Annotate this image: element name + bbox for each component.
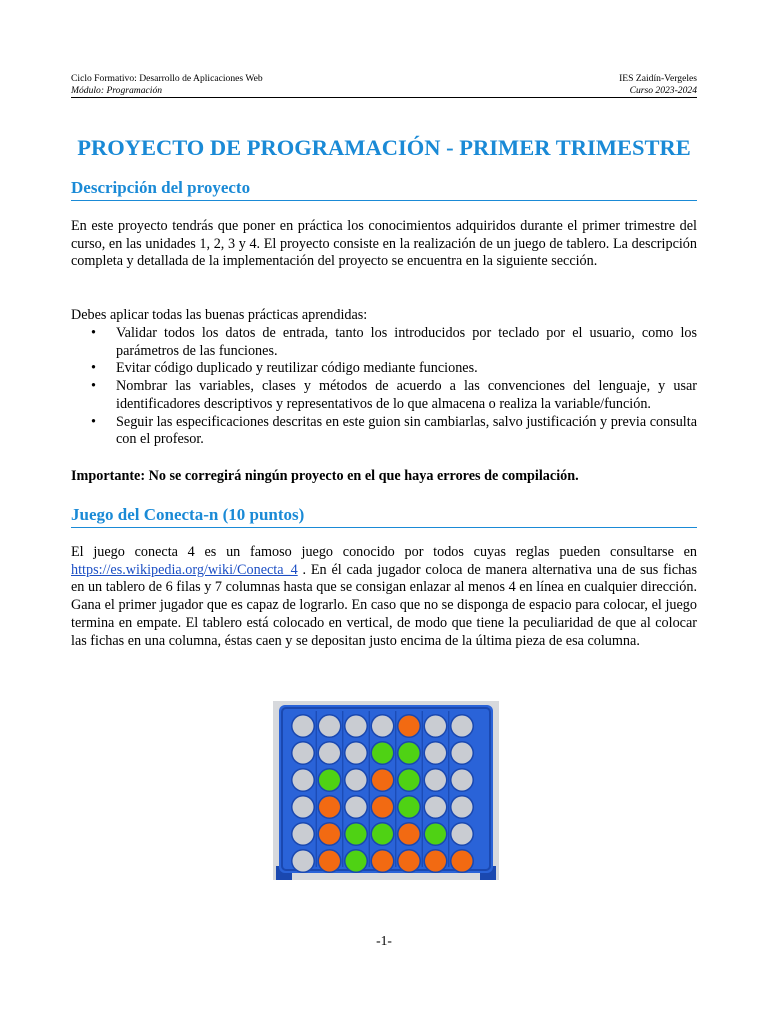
bullet-icon: • <box>91 413 96 430</box>
empty-slot <box>452 716 473 737</box>
empty-slot <box>293 716 314 737</box>
important-note: Importante: No se corregirá ningún proyecto en el que haya errores de compilación. <box>71 468 579 484</box>
document-title: PROYECTO DE PROGRAMACIÓN - PRIMER TRIMESTRE <box>77 135 691 160</box>
empty-slot <box>319 743 340 764</box>
green-disc <box>399 770 420 791</box>
list-item <box>71 325 697 360</box>
green-disc <box>319 770 340 791</box>
empty-slot <box>293 770 314 791</box>
empty-slot <box>293 851 314 872</box>
header-course: Ciclo Formativo: Desarrollo de Aplicaciones Web <box>71 73 263 84</box>
game-text-before-link: El juego conecta 4 es un famoso juego conocido por todos cuyas reglas pueden consultarse en <box>71 544 697 560</box>
empty-slot <box>346 797 367 818</box>
list-item-text: Nombrar las variables, clases y métodos de acuerdo a las convenciones del lenguaje, y usar identificadores descriptivos y representativos de lo que almacena o realiza la variable/función. <box>116 378 697 412</box>
orange-disc <box>452 851 473 872</box>
orange-disc <box>425 851 446 872</box>
green-disc <box>425 824 446 845</box>
page-number: -1- <box>376 933 392 948</box>
empty-slot <box>452 824 473 845</box>
green-disc <box>399 743 420 764</box>
page-header <box>71 73 697 97</box>
header-divider <box>71 97 697 98</box>
empty-slot <box>346 716 367 737</box>
empty-slot <box>425 770 446 791</box>
empty-slot <box>452 743 473 764</box>
description-paragraph: En este proyecto tendrás que poner en práctica los conocimientos adquiridos durante el primer trimestre del curso, en las unidades 1, 2, 3 y 4. El proyecto consiste en la realización de un juego de tablero. La descripción completa y detallada de la implementación del proyecto se encuentra en la siguiente sección. <box>71 218 697 270</box>
empty-slot <box>425 743 446 764</box>
empty-slot <box>425 797 446 818</box>
green-disc <box>346 824 367 845</box>
empty-slot <box>346 770 367 791</box>
wikipedia-link[interactable]: https://es.wikipedia.org/wiki/Conecta_4 <box>71 561 298 578</box>
empty-slot <box>452 797 473 818</box>
practices-intro: Debes aplicar todas las buenas prácticas aprendidas: <box>71 307 368 323</box>
orange-disc <box>372 797 393 818</box>
empty-slot <box>293 824 314 845</box>
orange-disc <box>399 824 420 845</box>
document-page <box>71 0 697 1024</box>
empty-slot <box>346 743 367 764</box>
header-module: Módulo: Programación <box>71 85 163 96</box>
green-disc <box>346 851 367 872</box>
list-item <box>71 414 697 449</box>
orange-disc <box>319 824 340 845</box>
empty-slot <box>293 797 314 818</box>
list-item <box>71 360 697 378</box>
bullet-icon: • <box>91 378 96 395</box>
bullet-icon: • <box>91 325 96 341</box>
green-disc <box>399 797 420 818</box>
practices-list <box>71 325 697 449</box>
orange-disc <box>319 851 340 872</box>
empty-slot <box>372 716 393 737</box>
section-heading-description: Descripción del proyecto <box>71 177 697 201</box>
empty-slot <box>293 743 314 764</box>
empty-slot <box>452 770 473 791</box>
header-school: IES Zaidín-Vergeles <box>619 73 697 84</box>
orange-disc <box>399 716 420 737</box>
list-item <box>71 378 697 413</box>
empty-slot <box>319 716 340 737</box>
green-disc <box>372 824 393 845</box>
connect-four-board-image <box>273 701 499 880</box>
list-item-text: Validar todos los datos de entrada, tanto los introducidos por teclado por el usuario, como los parámetros de las funciones. <box>116 325 697 359</box>
game-paragraph <box>71 544 697 650</box>
orange-disc <box>372 851 393 872</box>
orange-disc <box>319 797 340 818</box>
game-text-after-link: . En él cada jugador coloca de manera alternativa una de sus fichas en un tablero de 6 filas y 7 columnas hasta que se consigan enlazar al menos 4 en línea en cualquier dirección. Gana el primer jugador que es capaz de lograrlo. En caso que no se disponga de espacio para colocar, el juego termina en empate. El tablero está colocado en vertical, de modo que tiene la peculiaridad de que al colocar las fichas en una columna, éstas caen y se depositan justo encima de la última pieza de esa columna. <box>71 561 697 649</box>
list-item-text: Seguir las especificaciones descritas en este guion sin cambiarlas, salvo justificación y previa consulta con el profesor. <box>116 413 697 448</box>
list-item-text: Evitar código duplicado y reutilizar código mediante funciones. <box>116 360 478 377</box>
bullet-icon: • <box>91 360 96 377</box>
green-disc <box>372 743 393 764</box>
orange-disc <box>399 851 420 872</box>
header-year: Curso 2023-2024 <box>629 85 697 96</box>
connect-four-board <box>273 701 499 880</box>
empty-slot <box>425 716 446 737</box>
orange-disc <box>372 770 393 791</box>
section-heading-game: Juego del Conecta-n (10 puntos) <box>71 504 697 528</box>
